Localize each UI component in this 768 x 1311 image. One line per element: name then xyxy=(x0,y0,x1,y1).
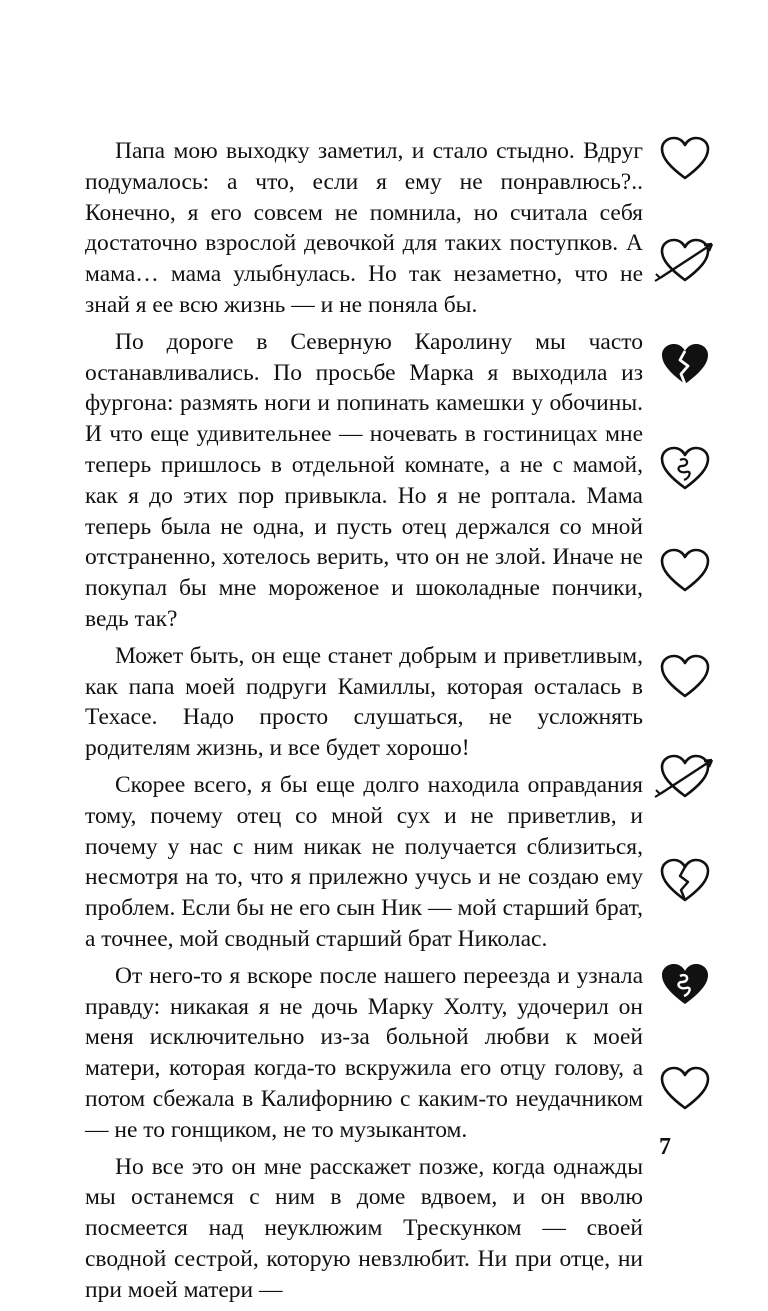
heart-icon xyxy=(660,548,710,594)
paragraph: Может быть, он еще станет добрым и приветливым, как папа моей подруги Камиллы, которая осталась в Техасе. Надо просто слушаться, не усложнять родителям жизнь, и все будет хорошо! xyxy=(85,642,643,762)
heart-icon xyxy=(660,654,710,700)
broken-heart-icon xyxy=(660,858,710,904)
paragraph: По дороге в Северную Каролину мы часто останавливались. По просьбе Марка я выходила из фургона: размять ноги и попинать камешки у обочины. И что еще удивительнее — ночевать в гостиницах мне теперь пришлось в отдельной комнате, а не с мамой, как я до этих пор привыкла. Но я не роптала. Мама теперь была не одна, и пусть отец держался со мной отстраненно, хотелось верить, что он не злой. Иначе не покупал бы мне мороженое и шоколадные пончики, ведь так? xyxy=(85,328,643,632)
heart-icon xyxy=(660,1066,710,1112)
heart-swirl-icon xyxy=(660,962,710,1008)
heart-swirl-icon xyxy=(660,446,710,492)
body-text xyxy=(85,136,643,1311)
paragraph: Но все это он мне расскажет позже, когда однажды мы останемся с ним в доме вдвоем, и он вволю посмеется над неуклюжим Трескунком — своей сводной сестрой, которую невзлюбит. Ни при отце, ни при моей матери — xyxy=(85,1153,643,1303)
paragraph: От него-то я вскоре после нашего переезда и узнала правду: никакая я не дочь Марку Холту, удочерил он меня исключительно из-за больной любви к моей матери, которая когда-то вскружила его отцу голову, а потом сбежала в Калифорнию с каким-то неудачником — не то гонщиком, не то музыкантом. xyxy=(85,962,643,1143)
paragraph: Папа мою выходку заметил, и стало стыдно. Вдруг подумалось: а что, если я ему не понравлюсь?.. Конечно, я его совсем не помнила, но считала себя достаточно взрослой девочкой для таких поступков. А мама… мама улыбнулась. Но так незаметно, что не знай я ее всю жизнь — и не поняла бы. xyxy=(85,138,643,318)
page-number: 7 xyxy=(659,1134,671,1160)
broken-heart-icon xyxy=(660,342,710,388)
paragraph: Скорее всего, я бы еще долго находила оправдания тому, почему отец со мной сух и не приветлив, и почему у нас с ним никак не получается сблизиться, несмотря на то, что я прилежно учусь и не создаю ему проблем. Если бы не его сын Ник — мой старший брат, а точнее, мой сводный старший брат Николас. xyxy=(85,771,643,952)
heart-icon xyxy=(660,136,710,182)
heart-arrow-icon xyxy=(660,754,710,800)
heart-arrow-icon xyxy=(660,238,710,284)
